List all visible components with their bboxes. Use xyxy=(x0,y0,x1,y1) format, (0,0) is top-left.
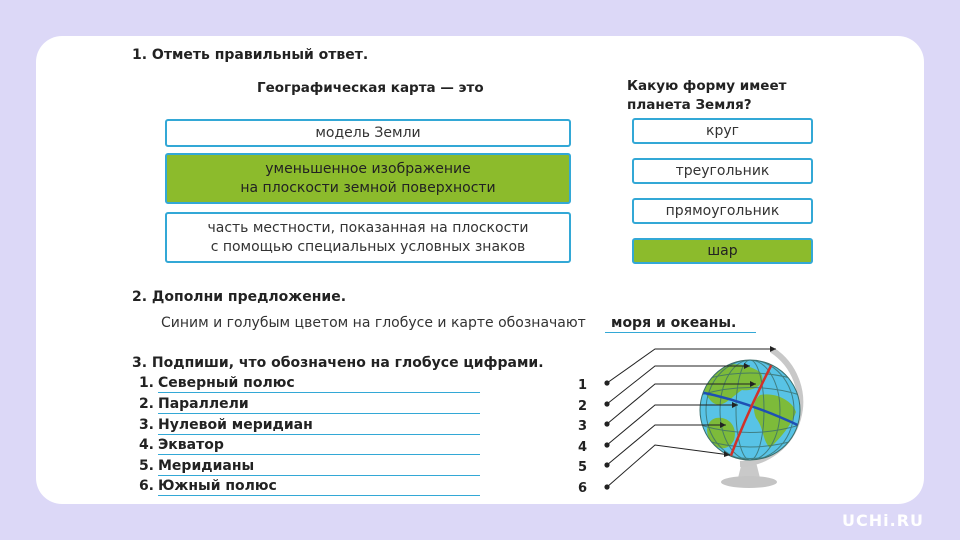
option-model-of-earth[interactable] xyxy=(165,119,571,147)
question-2-answer-field[interactable] xyxy=(605,312,756,333)
uchi-ru-logo: UCHi.RU xyxy=(842,511,924,530)
item-value: Параллели xyxy=(158,396,480,414)
globe-illustration xyxy=(594,336,824,496)
answer-item-2[interactable] xyxy=(132,396,480,416)
option-label: часть местности, показанная на плоскости с помощью специальных условных знаков xyxy=(207,219,529,255)
item-value: Меридианы xyxy=(158,458,480,476)
option-rectangle[interactable] xyxy=(632,198,813,224)
item-value: Южный полюс xyxy=(158,478,480,496)
globe-number-1: 1 xyxy=(578,378,588,393)
item-number: 2. xyxy=(138,396,154,412)
question-1-left-prompt: Географическая карта — это xyxy=(257,80,484,96)
answer-item-4[interactable] xyxy=(132,437,480,457)
globe-number-4: 4 xyxy=(578,440,588,455)
answer-item-5[interactable] xyxy=(132,458,480,478)
item-number: 6. xyxy=(138,478,154,494)
answer-item-1[interactable] xyxy=(132,375,480,395)
option-label: модель Земли xyxy=(315,124,421,141)
globe-number-6: 6 xyxy=(578,481,588,496)
item-number: 4. xyxy=(138,437,154,453)
question-3-title: 3. Подпиши, что обозначено на глобусе цифрами. xyxy=(132,355,544,371)
globe-number-5: 5 xyxy=(578,460,588,475)
item-number: 3. xyxy=(138,417,154,433)
globe-stand-base xyxy=(721,476,777,488)
option-sphere-selected[interactable] xyxy=(632,238,813,264)
item-number: 1. xyxy=(138,375,154,391)
globe-number-3: 3 xyxy=(578,419,588,434)
option-label: треугольник xyxy=(675,162,770,179)
item-number: 5. xyxy=(138,458,154,474)
option-circle[interactable] xyxy=(632,118,813,144)
item-value: Северный полюс xyxy=(158,375,480,393)
option-area-on-plane[interactable] xyxy=(165,212,571,263)
question-1-title: 1. Отметь правильный ответ. xyxy=(132,47,369,63)
answer-item-3[interactable] xyxy=(132,417,480,437)
option-label: уменьшенное изображение на плоскости земной поверхности xyxy=(240,160,496,196)
option-label: прямоугольник xyxy=(665,202,780,219)
question-1-right-prompt: Какую форму имеет планета Земля? xyxy=(627,78,787,113)
question-2-answer: моря и океаны. xyxy=(611,315,737,331)
option-triangle[interactable] xyxy=(632,158,813,184)
item-value: Экватор xyxy=(158,437,480,455)
option-label: круг xyxy=(706,122,739,139)
answer-item-6[interactable] xyxy=(132,478,480,498)
option-label: шар xyxy=(707,242,738,259)
question-2-title: 2. Дополни предложение. xyxy=(132,289,347,305)
globe-pointer-dots xyxy=(604,380,609,489)
option-reduced-image-selected[interactable] xyxy=(165,153,571,204)
globe-number-2: 2 xyxy=(578,399,588,414)
item-value: Нулевой меридиан xyxy=(158,417,480,435)
question-2-sentence: Синим и голубым цветом на глобусе и карте обозначают xyxy=(161,315,586,331)
